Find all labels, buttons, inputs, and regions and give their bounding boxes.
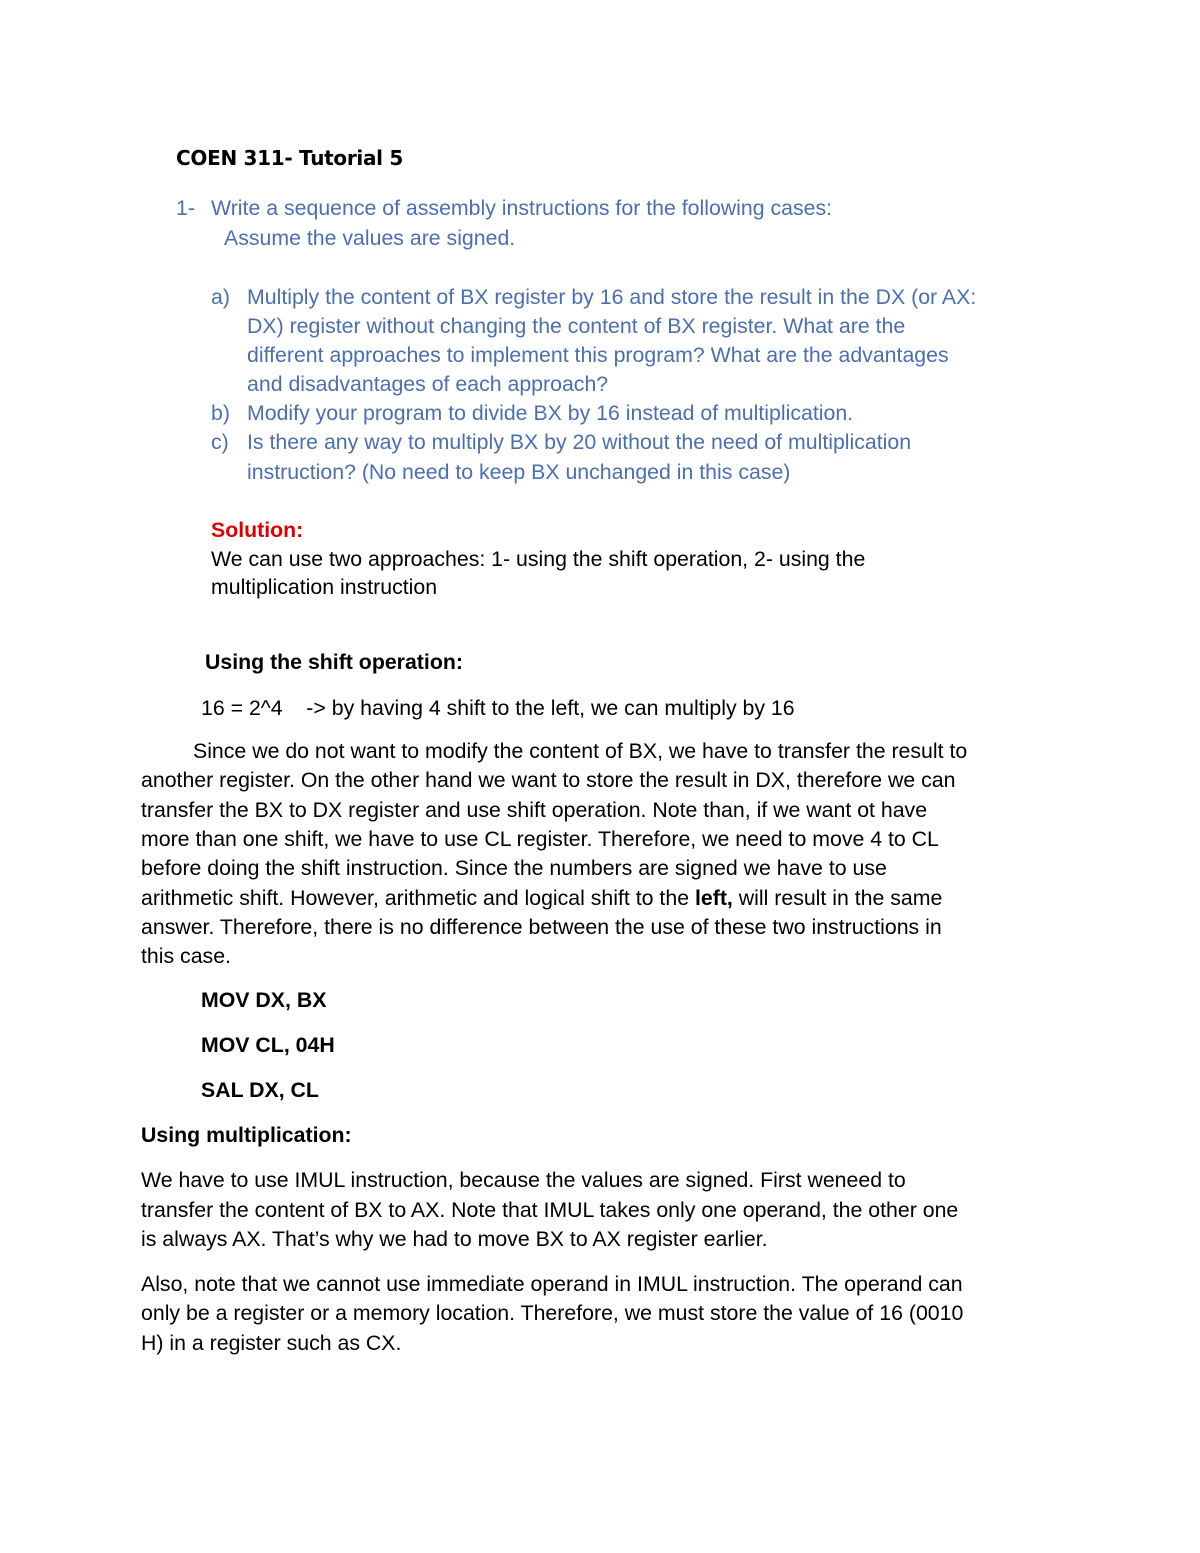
item-c-line: instruction? (No need to keep BX unchanged in this case)	[247, 460, 791, 484]
item-c-marker: c)	[211, 430, 229, 454]
mult-para1-line: is always AX. That’s why we had to move BX to AX register earlier.	[141, 1227, 768, 1251]
mult-para1-line: We have to use IMUL instruction, because the values are signed. First weneed to	[141, 1168, 906, 1192]
item-a-line: and disadvantages of each approach?	[247, 372, 609, 396]
solution-intro-line: We can use two approaches: 1- using the shift operation, 2- using the	[211, 547, 866, 571]
shift-paragraph-line: before doing the shift instruction. Since the numbers are signed we have to use	[141, 856, 887, 880]
item-b-line: Modify your program to divide BX by 16 instead of multiplication.	[247, 401, 854, 425]
shift-line6-before: arithmetic shift. However, arithmetic and logical shift to the	[141, 886, 695, 910]
code-line: SAL DX, CL	[201, 1078, 319, 1102]
solution-heading: Solution:	[211, 518, 304, 542]
shift-heading: Using the shift operation:	[205, 650, 463, 674]
code-line: MOV DX, BX	[201, 988, 327, 1012]
shift-paragraph-line: answer. Therefore, there is no difference between the use of these two instructions in	[141, 915, 942, 939]
mult-heading: Using multiplication:	[141, 1123, 352, 1147]
item-a-line: Multiply the content of BX register by 16 and store the result in the DX (or AX:	[247, 285, 977, 309]
shift-paragraph-line: another register. On the other hand we want to store the result in DX, therefore we can	[141, 768, 956, 792]
shift-formula: 16 = 2^4 -> by having 4 shift to the left, we can multiply by 16	[201, 696, 795, 720]
item-a-line: different approaches to implement this program? What are the advantages	[247, 343, 949, 367]
item-b-marker: b)	[211, 401, 230, 425]
item-a-marker: a)	[211, 285, 230, 309]
question-assumption: Assume the values are signed.	[224, 226, 516, 250]
shift-paragraph-line: this case.	[141, 944, 231, 968]
shift-paragraph-line: more than one shift, we have to use CL register. Therefore, we need to move 4 to CL	[141, 827, 939, 851]
shift-paragraph-line	[141, 884, 942, 914]
shift-paragraph-line: Since we do not want to modify the content of BX, we have to transfer the result to	[193, 739, 968, 763]
question-number: 1-	[176, 196, 195, 220]
item-c-line: Is there any way to multiply BX by 20 without the need of multiplication	[247, 430, 912, 454]
mult-para2-line: H) in a register such as CX.	[141, 1331, 402, 1355]
solution-intro-line: multiplication instruction	[211, 575, 438, 599]
page-title: COEN 311- Tutorial 5	[176, 146, 403, 170]
mult-para1-line: transfer the content of BX to AX. Note that IMUL takes only one operand, the other one	[141, 1198, 959, 1222]
mult-para2-line: Also, note that we cannot use immediate operand in IMUL instruction. The operand can	[141, 1272, 963, 1296]
code-line: MOV CL, 04H	[201, 1033, 335, 1057]
question-prompt: Write a sequence of assembly instructions for the following cases:	[211, 196, 833, 220]
shift-line6-bold: left,	[694, 886, 733, 910]
item-a-line: DX) register without changing the content of BX register. What are the	[247, 314, 906, 338]
mult-para2-line: only be a register or a memory location. Therefore, we must store the value of 16 (0010	[141, 1301, 964, 1325]
shift-paragraph-line: transfer the BX to DX register and use shift operation. Note than, if we want ot have	[141, 798, 928, 822]
shift-line6-after: will result in the same	[732, 886, 943, 910]
